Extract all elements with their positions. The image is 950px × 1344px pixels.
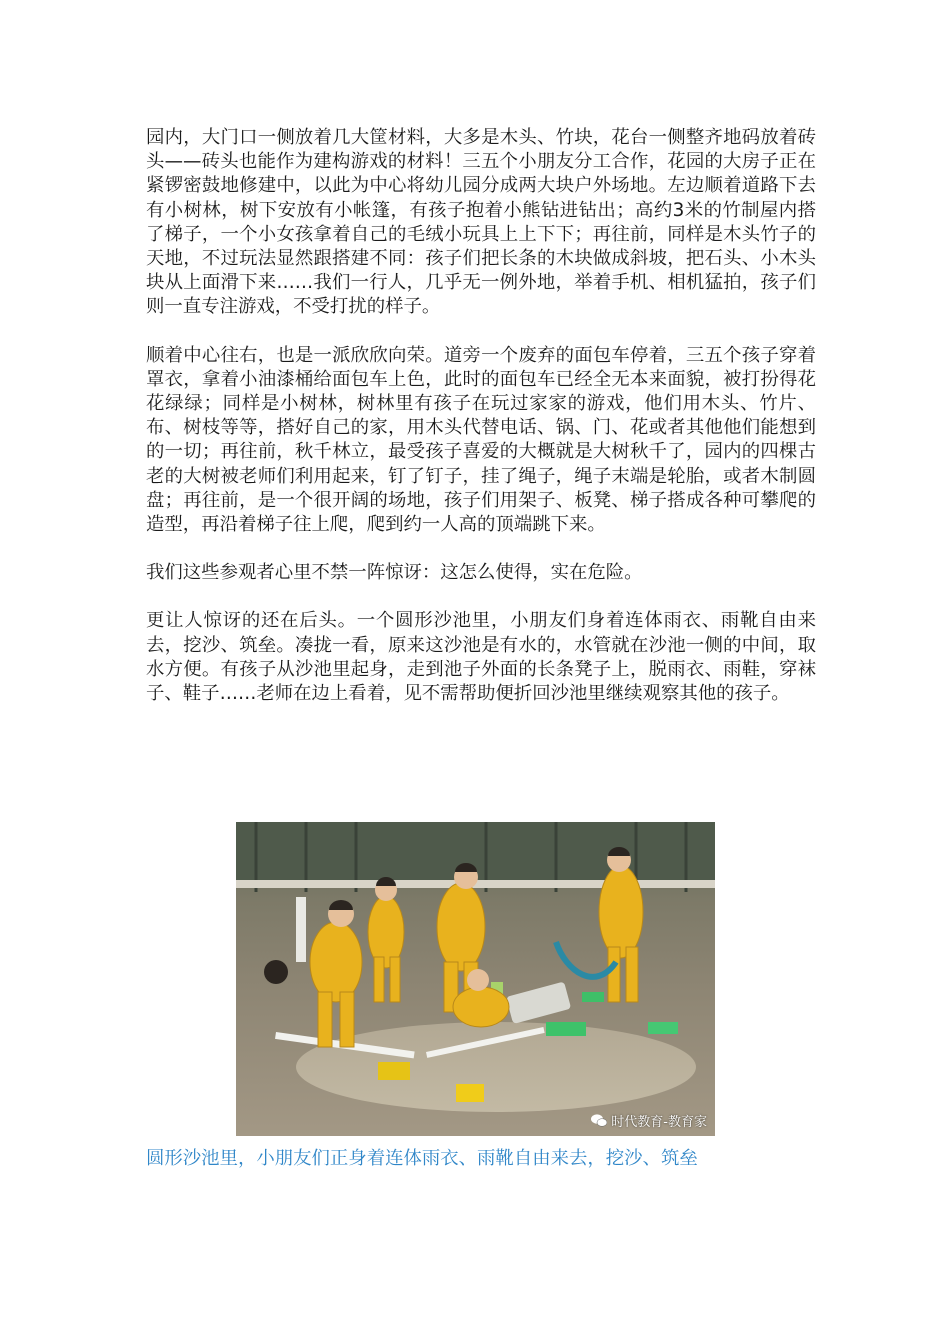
article-body: [146, 126, 816, 730]
paragraph-4: 更让人惊讶的还在后头。一个圆形沙池里，小朋友们身着连体雨衣、雨靴自由来去，挖沙、筑垒。凑拢一看，原来这沙池是有水的，水管就在沙池一侧的中间，取水方便。有孩子从沙池里起身，走到池子外面的长条凳子上，脱雨衣、雨鞋，穿袜子、鞋子……老师在边上看着，见不需帮助便折回沙池里继续观察其他的孩子。: [146, 610, 816, 705]
watermark: [591, 1111, 707, 1130]
paragraph-1: 园内，大门口一侧放着几大筐材料，大多是木头、竹块，花台一侧整齐地码放着砖头——砖头也能作为建构游戏的材料！三五个小朋友分工合作，花园的大房子正在紧锣密鼓地修建中，以此为中心将幼儿园分成两大块户外场地。左边顺着道路下去有小树林，树下安放有小帐篷，有孩子抱着小熊钻进钻出；高约3米的竹制屋内搭了梯子，一个小女孩拿着自己的毛绒小玩具上上下下；再往前，同样是木头竹子的天地，不过玩法显然跟搭建不同：孩子们把长条的木块做成斜坡，把石头、小木头块从上面滑下来……我们一行人，几乎无一例外地，举着手机、相机猛拍，孩子们则一直专注游戏，不受打扰的样子。: [146, 127, 816, 318]
paragraph-3: 我们这些参观者心里不禁一阵惊讶：这怎么使得，实在危险。: [146, 562, 643, 584]
sandpit-photo: [236, 822, 715, 1136]
sandpit-photo-illustration: [236, 822, 715, 1136]
paragraph-2: 顺着中心往右，也是一派欣欣向荣。道旁一个废弃的面包车停着，三五个孩子穿着罩衣，拿着小油漆桶给面包车上色，此时的面包车已经全无本来面貌，被打扮得花花绿绿；同样是小树林，树林里有孩子在玩过家家的游戏，他们用木头、竹片、布、树枝等等，搭好自己的家，用木头代替电话、锅、门、花或者其他他们能想到的一切；再往前，秋千林立，最受孩子喜爱的大概就是大树秋千了，园内的四棵古老的大树被老师们利用起来，钉了钉子，挂了绳子，绳子末端是轮胎，或者木制圆盘；再往前，是一个很开阔的场地，孩子们用架子、板凳、梯子搭成各种可攀爬的造型，再沿着梯子往上爬，爬到约一人高的顶端跳下来。: [146, 344, 816, 536]
watermark-text: 时代教育-教育家: [611, 1115, 707, 1130]
figure-caption: 圆形沙池里，小朋友们正身着连体雨衣、雨靴自由来去，挖沙、筑垒: [146, 1148, 698, 1169]
wechat-icon: [591, 1114, 607, 1127]
